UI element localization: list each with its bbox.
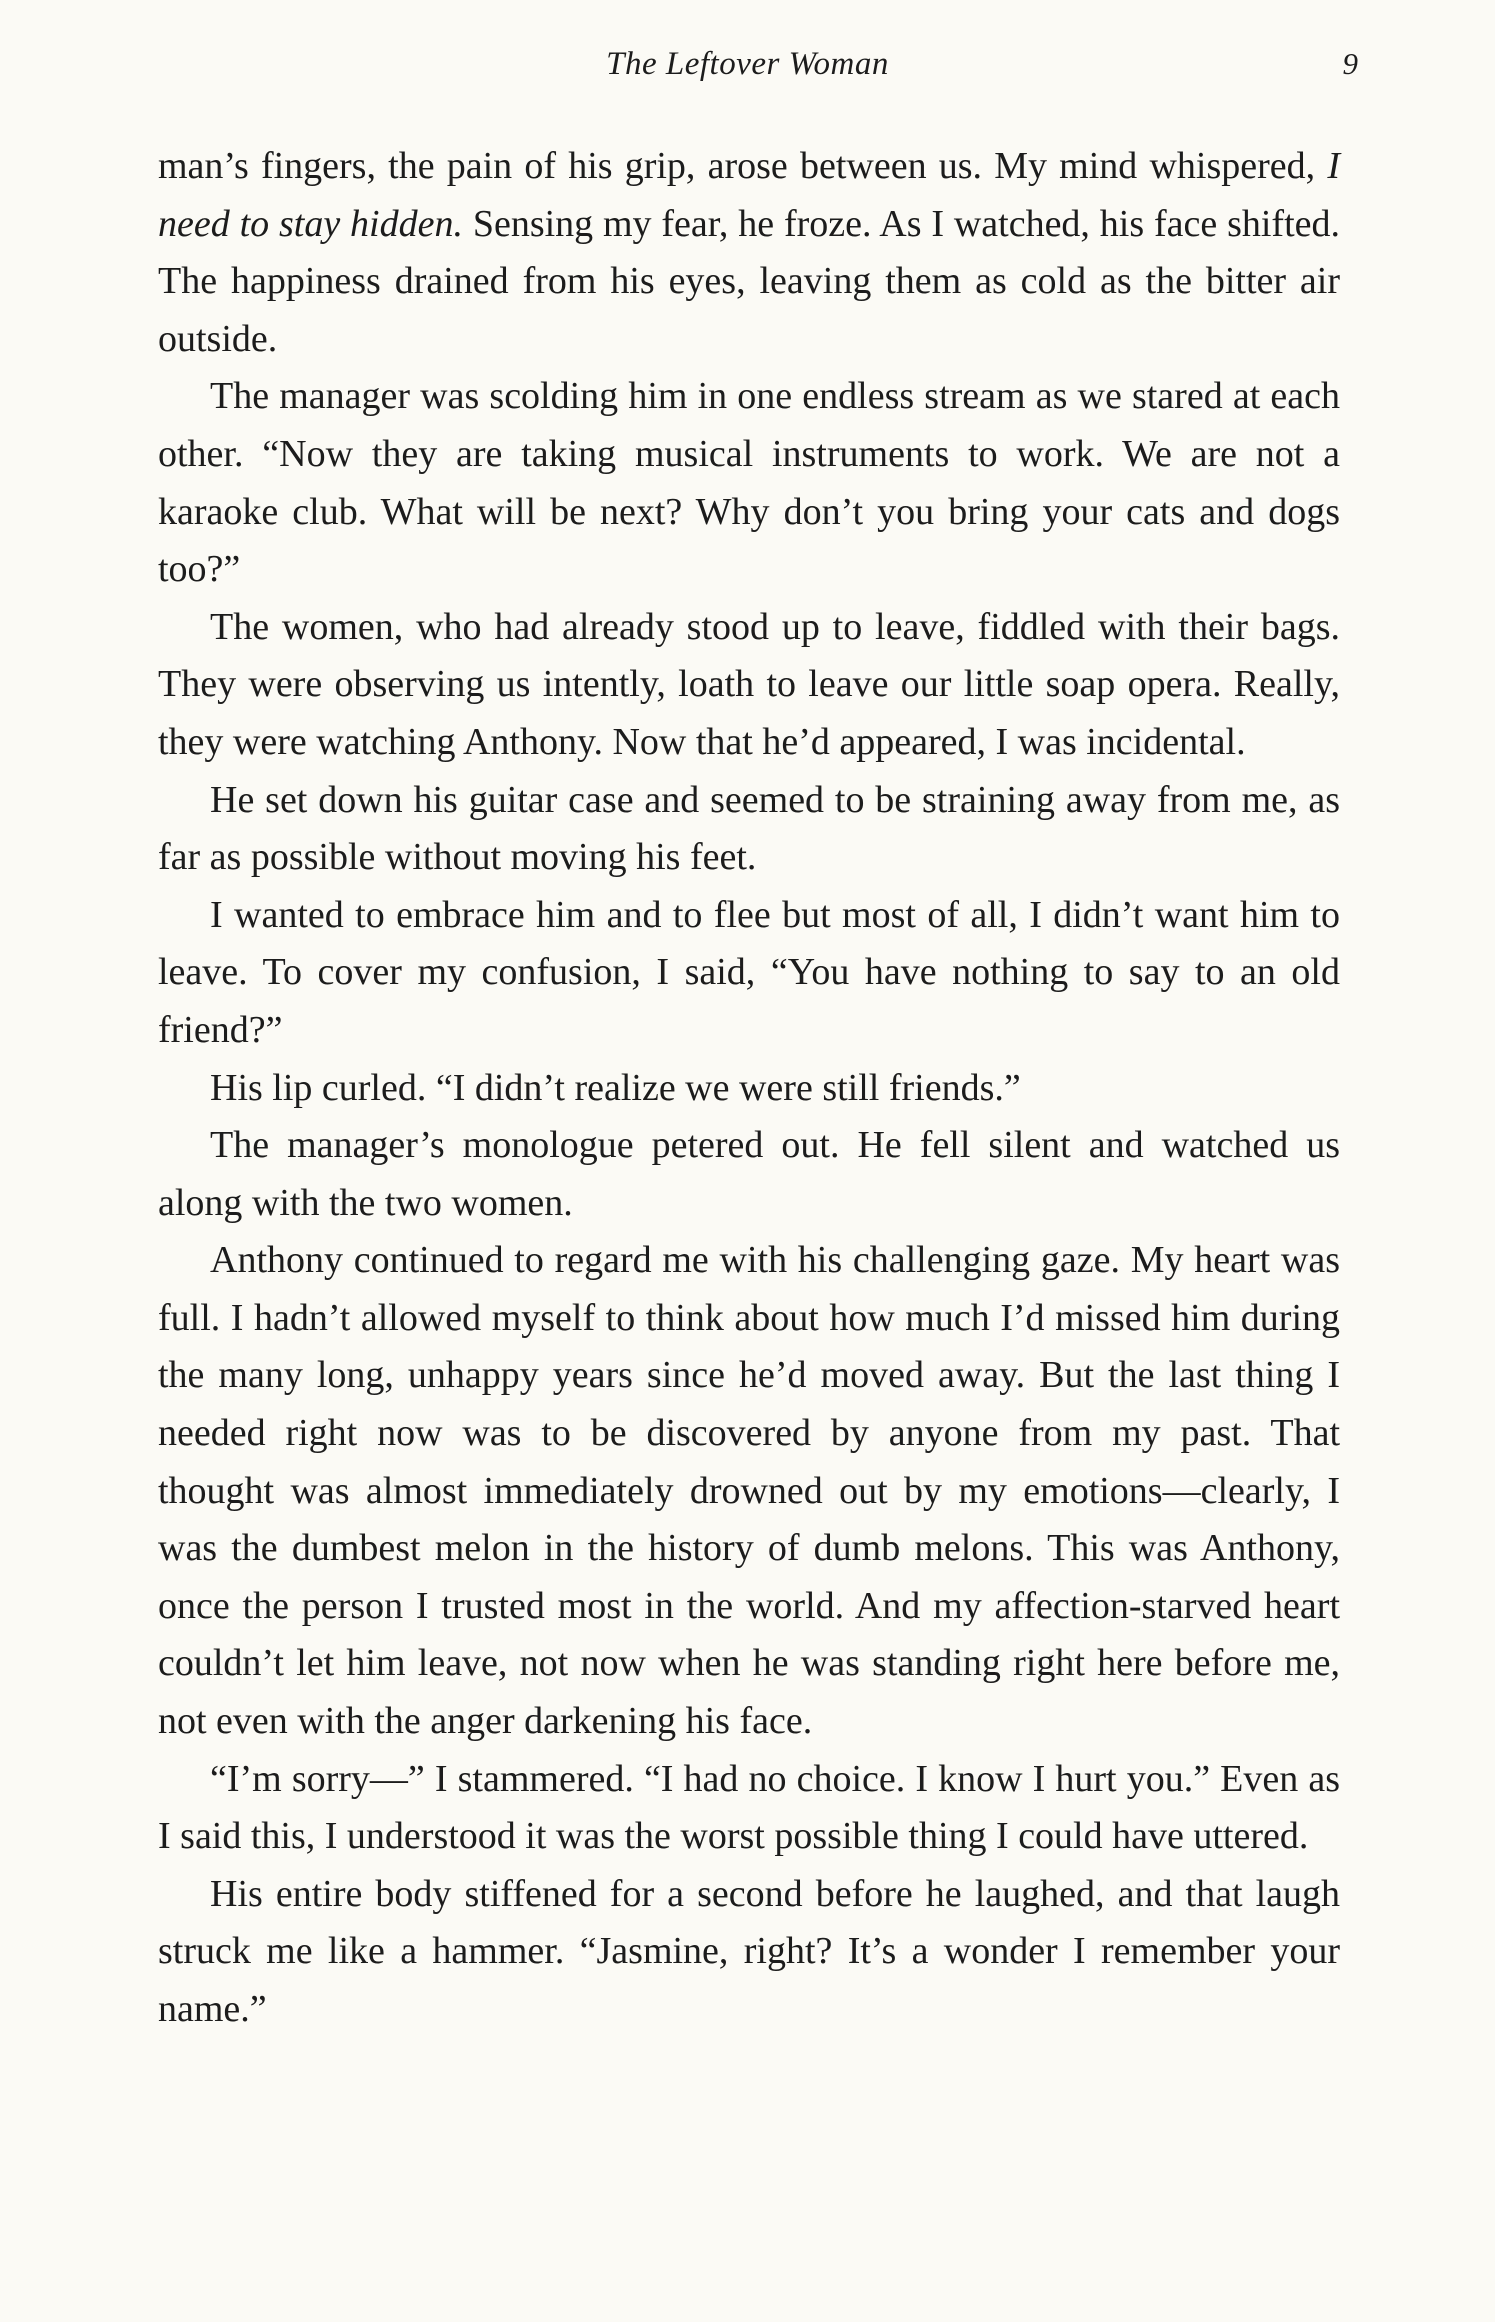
paragraph-text: His lip curled. “I didn’t realize we were still friends.” [210, 1066, 1021, 1109]
paragraph [158, 368, 1340, 598]
page-number: 9 [1342, 46, 1358, 81]
paragraph-text: Anthony continued to regard me with his challenging gaze. My heart was full. I hadn’t allowed myself to think about how much I’d missed him during the many long, unhappy years since he’d moved away. But the last thing I needed right now was to be discovered by anyone from my past. That thought was almost immediately drowned out by my emotions—clearly, I was the dumbest melon in the history of dumb melons. This was Anthony, once the person I trusted most in the world. And my affection-starved heart couldn’t let him leave, not now when he was standing right here before me, not even with the anger darkening his face. [158, 1239, 1340, 1743]
paragraph [158, 138, 1340, 368]
paragraph [158, 1751, 1340, 1866]
paragraph-text: He set down his guitar case and seemed to be straining away from me, as far as possible without moving his feet. [158, 778, 1340, 879]
body-text [158, 138, 1340, 2039]
paragraph [158, 772, 1340, 887]
paragraph-text: His entire body stiffened for a second before he laughed, and that laugh struck me like a hammer. “Jasmine, right? It’s a wonder I remember your name.” [158, 1872, 1340, 2030]
paragraph [158, 1866, 1340, 2039]
paragraph-text: man’s fingers, the pain of his grip, arose between us. My mind whispered, [158, 145, 1328, 187]
paragraph [158, 1232, 1340, 1750]
paragraph-text: I wanted to embrace him and to flee but most of all, I didn’t want him to leave. To cover my confusion, I said, “You have nothing to say to an old friend?” [158, 893, 1340, 1051]
paragraph-text: “I’m sorry—” I stammered. “I had no choice. I know I hurt you.” Even as I said this, I understood it was the worst possible thing I could have uttered. [158, 1757, 1340, 1858]
italic-thought: I need to stay hidden. [158, 145, 1340, 245]
paragraph [158, 1117, 1340, 1232]
paragraph-text: The women, who had already stood up to leave, fiddled with their bags. They were observing us intently, loath to leave our little soap opera. Really, they were watching Anthony. Now that he’d appeared, I was incidental. [158, 605, 1340, 763]
paragraph-text: The manager’s monologue petered out. He fell silent and watched us along with the two women. [158, 1124, 1340, 1224]
paragraph [158, 599, 1340, 772]
paragraph-text: Sensing my fear, he froze. As I watched, his face shifted. The happiness drained from his eyes, leaving them as cold as the bitter air outside. [158, 202, 1340, 360]
paragraph [158, 1060, 1340, 1118]
running-title: The Leftover Woman [606, 46, 889, 82]
paragraph [158, 887, 1340, 1060]
paragraph-text: The manager was scolding him in one endless stream as we stared at each other. “Now they are taking musical instruments to work. We are not a karaoke club. What will be next? Why don’t you bring your cats and dogs too?” [158, 375, 1340, 591]
running-head [0, 42, 1495, 86]
